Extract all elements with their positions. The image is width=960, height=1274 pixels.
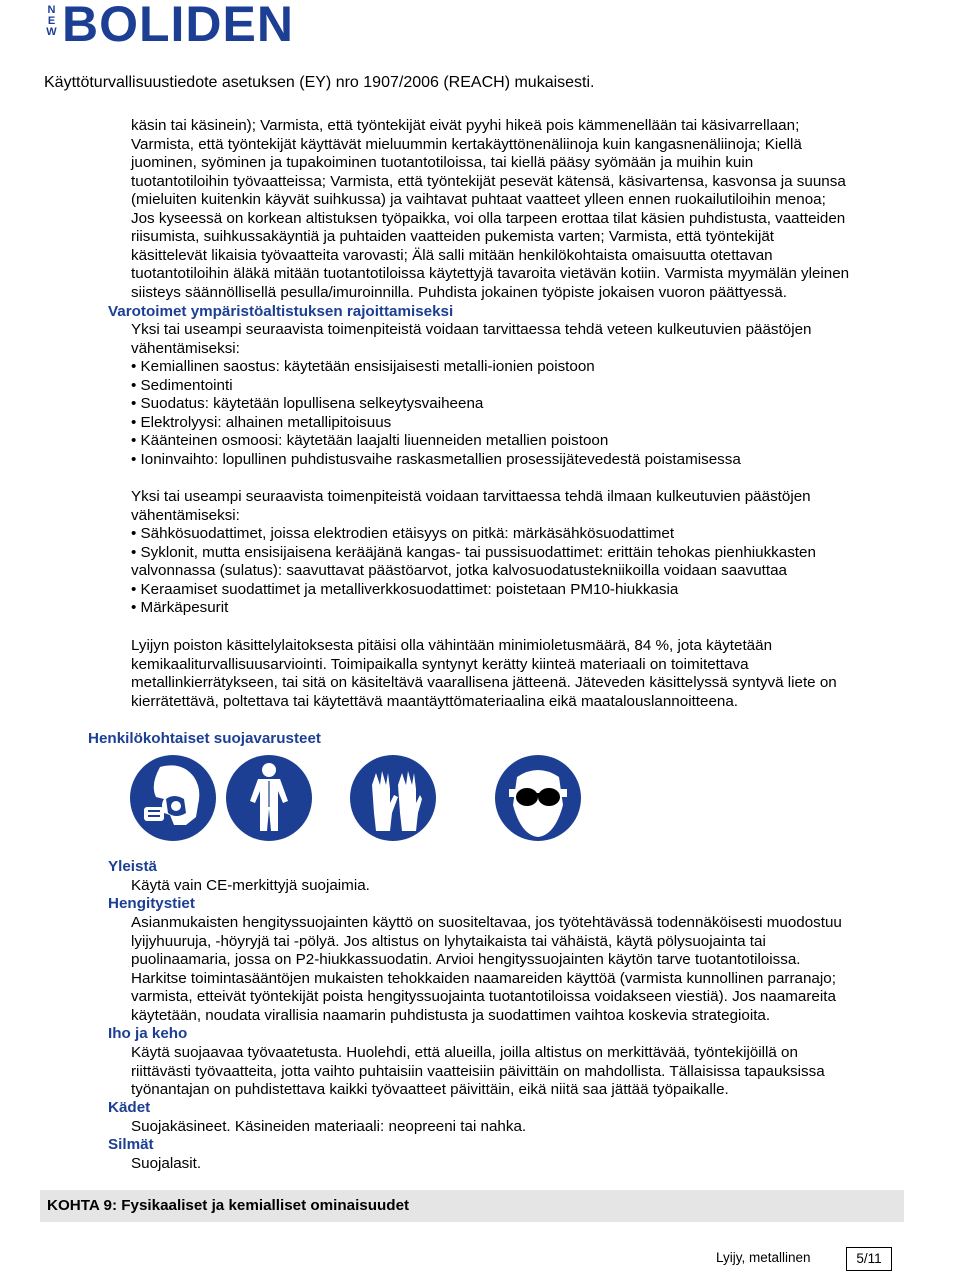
list-item: • Kemiallinen saostus: käytetään ensisijaisesti metalli-ionien poistoon (131, 358, 903, 377)
text-line: kierrätettävä, poltettava tai käytettävä maantäyttömateriaalina eikä maatalouslannoitteena. (131, 692, 739, 710)
ppe-heading: Henkilökohtaiset suojavarusteet (88, 730, 321, 747)
ppe-body-heading: Iho ja keho (108, 1025, 188, 1042)
text-line: lyijyhuuruja, -höyryjä tai -pölyä. Jos altistus on lyhytaikaista tai vähäistä, käytä pölysuojainta tai (131, 932, 766, 950)
text-line: työnantajan on puhdistettava kaikki työvaatteet päivittäin, eikä niitä saa jättää työpaikalle. (131, 1081, 729, 1098)
list-item: • Sähkösuodattimet, joissa elektrodien etäisyys on pitkä: märkäsähkösuodattimet (131, 525, 903, 544)
goggles-icon (495, 755, 581, 841)
text-line: käytetään, noudata virallisia naamarin puhdistusta ja suodattimen vaihtoa koskevia strategioita. (131, 1006, 771, 1024)
protective-suit-icon (226, 755, 312, 841)
logo-wordmark: BOLIDEN (62, 0, 294, 52)
text-line: tuotantotiloihin äläkä mitään tuotantotiloissa käytettyjä tavaroita vietävän kotiin. Varmista myymälän yleinen (131, 265, 850, 282)
document-subtitle: Käyttöturvallisuustiedote asetuksen (EY) nro 1907/2006 (REACH) mukaisesti. (44, 74, 595, 91)
ppe-respiratory-text (131, 914, 903, 1025)
ppe-eyes-heading: Silmät (108, 1136, 154, 1153)
section-9-header (40, 1190, 904, 1222)
hygiene-paragraph (131, 117, 903, 302)
ppe-respiratory-heading: Hengitystiet (108, 895, 195, 912)
text-line: tuotantotiloihin työvaatteissa; Varmista, että työntekijät pesevät kätensä, käsivartensa, kasvonsa ja suunsa (131, 172, 846, 190)
text-line: varmista, etteivät työntekijät poista hengityssuojainta tuotantotiloissa voidakseen viestiä). Jos naamareita (131, 988, 836, 1005)
list-item: • Keraamiset suodattimet ja metalliverkkosuodattimet: poistetaan PM10-hiukkasia (131, 581, 903, 600)
ppe-eyes-text: Suojalasit. (131, 1155, 202, 1172)
list-item: • Suodatus: käytetään lopullisena selkeytysvaiheena (131, 395, 903, 414)
text-line: juominen, syöminen ja tupakoiminen tuotantotiloissa, tai kiellä pääsy syömään ja muihin kuin (131, 154, 754, 171)
text-line: Varmista, että työntekijät käyttävät mieluummin kertakäyttönenäliinoja kuin kangasnenäliinoja; Kiellä (131, 135, 802, 153)
list-item: • Syklonit, mutta ensisijaisena kerääjänä kangas- tai pussisuodattimet: erittäin tehokas pienhiukkasten (131, 544, 903, 563)
gloves-icon (350, 755, 436, 841)
text-line: käsin tai käsinein); Varmista, että työntekijät eivät pyyhi hikeä pois kämmenellään tai käsivarrellaan; (131, 117, 800, 134)
ppe-general-heading: Yleistä (108, 858, 157, 875)
env-water-block (131, 321, 903, 469)
ppe-hands-heading: Kädet (108, 1099, 151, 1116)
ppe-body-text (131, 1044, 903, 1100)
ppe-general-text: Käytä vain CE-merkittyjä suojaimia. (131, 877, 370, 894)
env-heading: Varotoimet ympäristöaltistuksen rajoittamiseksi (108, 303, 454, 320)
list-item: • Ioninvaihto: lopullinen puhdistusvaihe raskasmetallien prosessijätevedestä poistamisessa (131, 451, 903, 470)
footer-page-number: 5/11 (846, 1247, 892, 1271)
text-line: riisumista, suihkussakäyntiä ja puhtaiden vaatteiden pukemista varten; Varmista, että työntekijät (131, 228, 774, 245)
list-item: • Käänteinen osmoosi: käytetään laajalti liuenneiden metallien poistoon (131, 432, 903, 451)
section-9-title: KOHTA 9: Fysikaaliset ja kemialliset ominaisuudet (47, 1197, 410, 1214)
text-line: vähentämiseksi: (131, 506, 240, 524)
boliden-logo (44, 0, 314, 52)
text-line: Jos kyseessä on korkean altistuksen työpaikka, voi olla tarpeen erottaa tilat käsien puhdistusta, vaatteiden (131, 209, 846, 227)
text-line: riittävästi työvaatteita, jotta vaihto puhtaisiin vaatteisiin päivittäin on mahdollista. Tällaisissa tapauksissa (131, 1062, 825, 1080)
text-line: metallinkierrätykseen, tai sitä on käsiteltävä vaarallisena jätteenä. Jäteveden käsittelyssä syntyvä liete on (131, 674, 837, 691)
logo-new-label: NEW (45, 4, 58, 37)
logo-new-text (44, 4, 58, 46)
text-line: Yksi tai useampi seuraavista toimenpiteistä voidaan tarvittaessa tehdä ilmaan kulkeutuvien päästöjen (131, 488, 811, 505)
text-line: Harkitse toimintasääntöjen mukaisten tehokkaiden naamareiden käyttöä (varmista kunnollinen parranajo; (131, 969, 836, 987)
text-line: vähentämiseksi: (131, 339, 240, 357)
footer-product-name: Lyijy, metallinen (716, 1250, 811, 1265)
list-item: • Elektrolyysi: alhainen metallipitoisuus (131, 414, 903, 433)
env-air-block (131, 488, 903, 618)
text-line: Käytä suojaavaa työvaatetusta. Huolehdi, että alueilla, joilla altistus on merkittävää, työntekijöillä on (131, 1044, 798, 1061)
env-closing-paragraph (131, 637, 903, 711)
text-line: puolinaamaria, jossa on P2-hiukkassuodatin. Arvioi hengityssuojainten käytön tarve tuotantotiloissa. (131, 951, 801, 968)
text-line: Yksi tai useampi seuraavista toimenpiteistä voidaan tarvittaessa tehdä veteen kulkeutuvien päästöjen (131, 321, 812, 338)
ppe-hands-text: Suojakäsineet. Käsineiden materiaali: neopreeni tai nahka. (131, 1118, 527, 1135)
text-line: siisteys säännöllisellä pesulla/imuroinnilla. Puhdista jokainen työpiste jokaisen vuoron päättyessä. (131, 283, 787, 301)
list-item: • Sedimentointi (131, 377, 903, 396)
text-line: käsittelevät likaisia työvaatteita varovasti; Älä salli mitään henkilökohtaista omaisuutta otettavan (131, 246, 773, 264)
text-line: (mieluiten kuitenkin käyvät suihkussa) ja vaihtavat puhtaat vaatteet ylleen ennen ruokailutiloihin menoa; (131, 191, 826, 208)
text-line: Asianmukaisten hengityssuojainten käyttö on suositeltavaa, jos työtehtävässä todennäköisesti muodostuu (131, 914, 842, 931)
list-item-continuation: valvonnassa (sulatus): saavuttavat päästöarvot, jotka kalvosuodatustekniikoilla voidaan saavuttaa (131, 562, 787, 579)
list-item: • Märkäpesurit (131, 599, 903, 618)
text-line: Lyijyn poiston käsittelylaitoksesta pitäisi olla vähintään minimioletusmäärä, 84 %, jota käytetään (131, 637, 773, 654)
text-line: kemikaaliturvallisuusarviointi. Toimipaikalla syntynyt kerätty kiinteä materiaali on toimitettava (131, 655, 749, 673)
respirator-icon (130, 755, 216, 841)
